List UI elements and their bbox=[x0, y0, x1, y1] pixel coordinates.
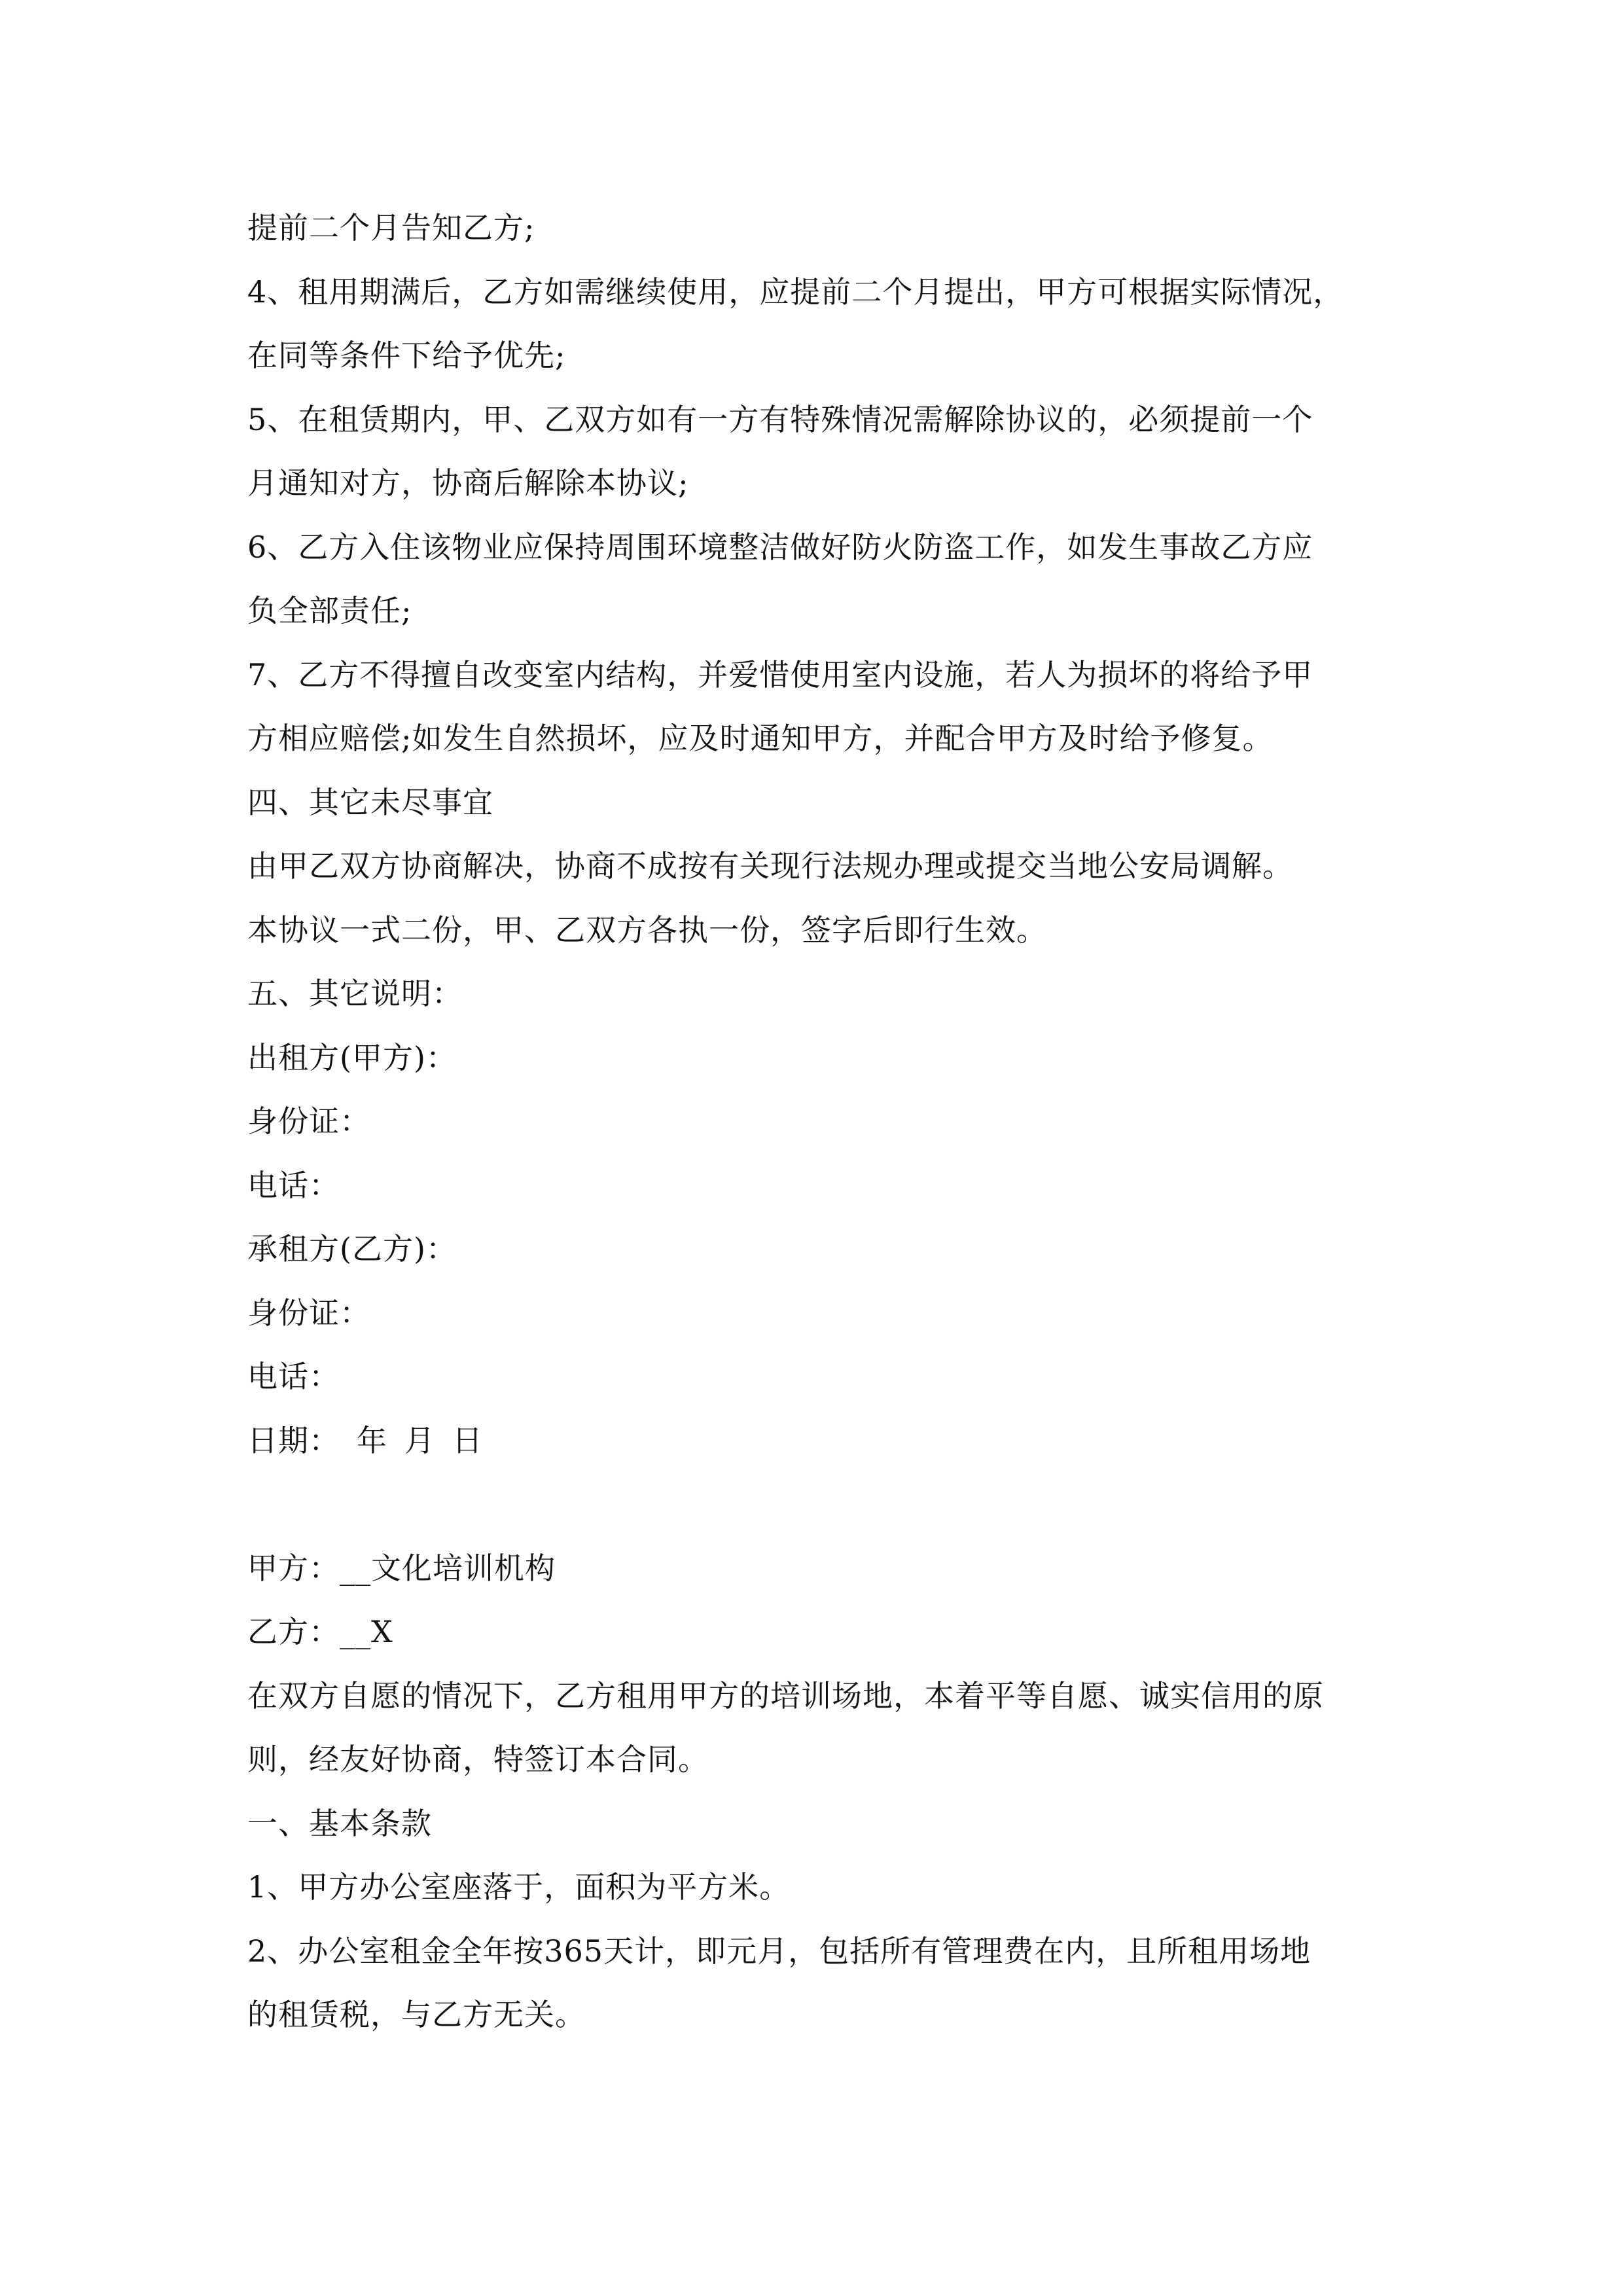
section-heading: 一、基本条款 bbox=[247, 1805, 432, 1841]
id-card-label: 身份证： bbox=[247, 1103, 370, 1139]
text-line: 2、办公室租金全年按365天计，即元月，包括所有管理费在内，且所租用场地 bbox=[247, 1933, 1311, 1969]
text-line: 本协议一式二份，甲、乙双方各执一份，签字后即行生效。 bbox=[247, 912, 1047, 948]
party-a-line: 甲方：__文化培训机构 bbox=[247, 1550, 556, 1586]
section-heading: 五、其它说明： bbox=[247, 976, 463, 1011]
spacer bbox=[247, 1473, 1386, 1537]
text-line: 由甲乙双方协商解决，协商不成按有关现行法规办理或提交当地公安局调解。 bbox=[247, 848, 1293, 884]
date-month: 月 bbox=[404, 1422, 435, 1458]
date-label: 日期： bbox=[247, 1422, 340, 1458]
date-line bbox=[247, 1409, 1386, 1473]
text-line: 7、乙方不得擅自改变室内结构，并爱惜使用室内设施，若人为损坏的将给予甲 bbox=[247, 656, 1313, 692]
lessor-label: 出租方(甲方)： bbox=[247, 1039, 457, 1075]
text-line: 5、在租赁期内，甲、乙双方如有一方有特殊情况需解除协议的，必须提前一个 bbox=[247, 401, 1313, 437]
id-card-label: 身份证： bbox=[247, 1295, 370, 1331]
phone-label: 电话： bbox=[247, 1359, 340, 1394]
party-b-line: 乙方：__X bbox=[247, 1614, 393, 1649]
date-day: 日 bbox=[452, 1422, 483, 1458]
text-line: 则，经友好协商，特签订本合同。 bbox=[247, 1742, 709, 1777]
text-line: 1、甲方办公室座落于，面积为平方米。 bbox=[247, 1869, 791, 1905]
text-line: 提前二个月告知乙方; bbox=[247, 210, 535, 245]
text-line: 负全部责任; bbox=[247, 593, 412, 628]
text-line: 4、租用期满后，乙方如需继续使用，应提前二个月提出，甲方可根据实际情况， bbox=[247, 274, 1344, 310]
text-line: 月通知对方，协商后解除本协议; bbox=[247, 465, 689, 501]
section-heading: 四、其它未尽事宜 bbox=[247, 784, 493, 820]
text-line: 的租赁税，与乙方无关。 bbox=[247, 1997, 586, 2032]
phone-label: 电话： bbox=[247, 1167, 340, 1203]
date-year: 年 bbox=[357, 1422, 387, 1458]
lessee-label: 承租方(乙方)： bbox=[247, 1231, 457, 1266]
text-line: 方相应赔偿;如发生自然损坏，应及时通知甲方，并配合甲方及时给予修复。 bbox=[247, 721, 1274, 756]
text-line: 在双方自愿的情况下，乙方租用甲方的培训场地，本着平等自愿、诚实信用的原 bbox=[247, 1677, 1324, 1713]
document-body bbox=[247, 196, 1386, 2047]
text-line: 在同等条件下给予优先; bbox=[247, 338, 566, 373]
text-line: 6、乙方入住该物业应保持周围环境整洁做好防火防盗工作，如发生事故乙方应 bbox=[247, 529, 1313, 565]
